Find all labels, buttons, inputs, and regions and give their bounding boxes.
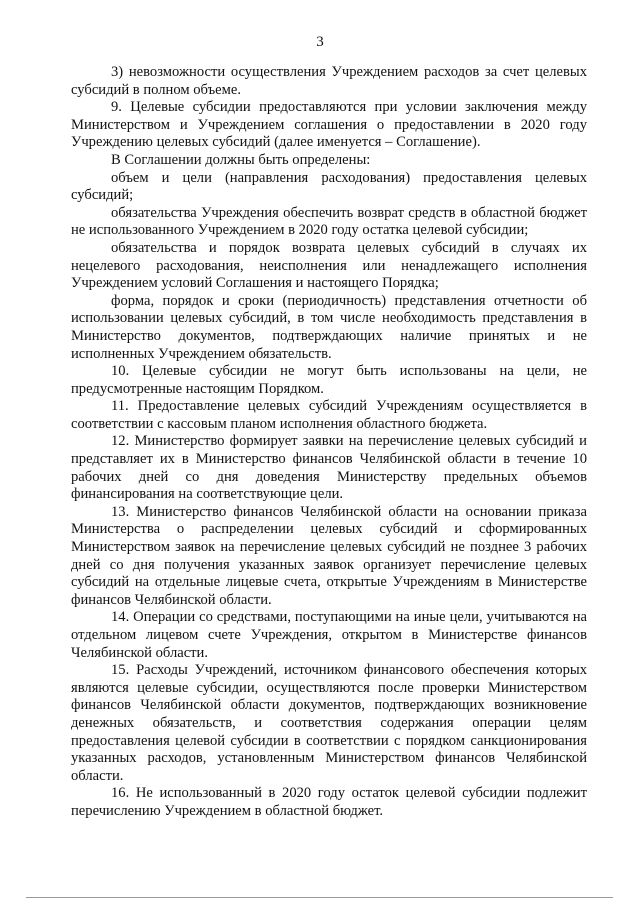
paragraph-agreement-intro: В Соглашении должны быть определены: xyxy=(111,151,371,168)
paragraph-clause-13: 13. Министерство финансов Челябинской области на основании приказа Министерства о распределении целевых субсидий и сформированных Министерством заявок на перечисление целевых субсидий не позднее 3 рабочих дней со дня получения указанных заявок организует перечисление целевых субсидий на отдельные лицевые счета, открытые Учреждениям в Министерстве финансов Челябинской области. xyxy=(71,503,587,608)
paragraph-clause-9: 9. Целевые субсидии предоставляются при условии заключения между Министерством и Учреждением соглашения о предоставлении в 2020 году Учреждению целевых субсидий (далее именуется – Соглашение). xyxy=(71,99,587,151)
paragraph-clause-10: 10. Целевые субсидии не могут быть использованы на цели, не предусмотренные настоящим Порядком. xyxy=(71,363,587,397)
paragraph-clause-15: 15. Расходы Учреждений, источником финансового обеспечения которых являются целевые субсидии, осуществляются после проверки Министерством финансов Челябинской области документов, подтверждающих возникновение денежных обязательств, и соответствия содержания операции целям предоставления целевой субсидии в соответствии с порядком санкционирования указанных расходов, установленным Министерством финансов Челябинской области. xyxy=(71,662,587,784)
paragraph-agreement-return: обязательства Учреждения обеспечить возврат средств в областной бюджет не использованного Учреждением в 2020 году остатка целевой субсидии; xyxy=(71,204,587,239)
page-bottom-rule xyxy=(26,897,613,898)
paragraph-clause-11: 11. Предоставление целевых субсидий Учреждениям осуществляется в соответствии с кассовым планом исполнения областного бюджета. xyxy=(71,398,587,432)
paragraph-clause-12: 12. Министерство формирует заявки на перечисление целевых субсидий и представляет их в Министерство финансов Челябинской области в течение 10 рабочих дней со дня доведения Министерству предельных объемов финансирования на соответствующие цели. xyxy=(71,433,587,503)
paragraph-agreement-misuse: обязательства и порядок возврата целевых субсидий в случаях их нецелевого расходования, неисполнения или ненадлежащего исполнения Учреждением условий Соглашения и настоящего Порядка; xyxy=(71,239,587,292)
document-body xyxy=(71,64,587,821)
paragraph-clause-16: 16. Не использованный в 2020 году остаток целевой субсидии подлежит перечислению Учреждением в областной бюджет. xyxy=(71,785,587,819)
paragraph-item-3: 3) невозможности осуществления Учреждением расходов за счет целевых субсидий в полном объеме. xyxy=(71,64,587,98)
paragraph-clause-14: 14. Операции со средствами, поступающими на иные цели, учитываются на отдельном лицевом счете Учреждения, открытом в Министерстве финансов Челябинской области. xyxy=(71,609,587,661)
page-number: 3 xyxy=(316,34,324,50)
paragraph-agreement-volume: объем и цели (направления расходования) предоставления целевых субсидий; xyxy=(71,169,587,204)
paragraph-agreement-reporting: форма, порядок и сроки (периодичность) представления отчетности об использовании целевых субсидий, в том числе необходимость представления в Министерство документов, подтверждающих наличие принятых и не исполненных Учреждением обязательств. xyxy=(71,292,587,362)
